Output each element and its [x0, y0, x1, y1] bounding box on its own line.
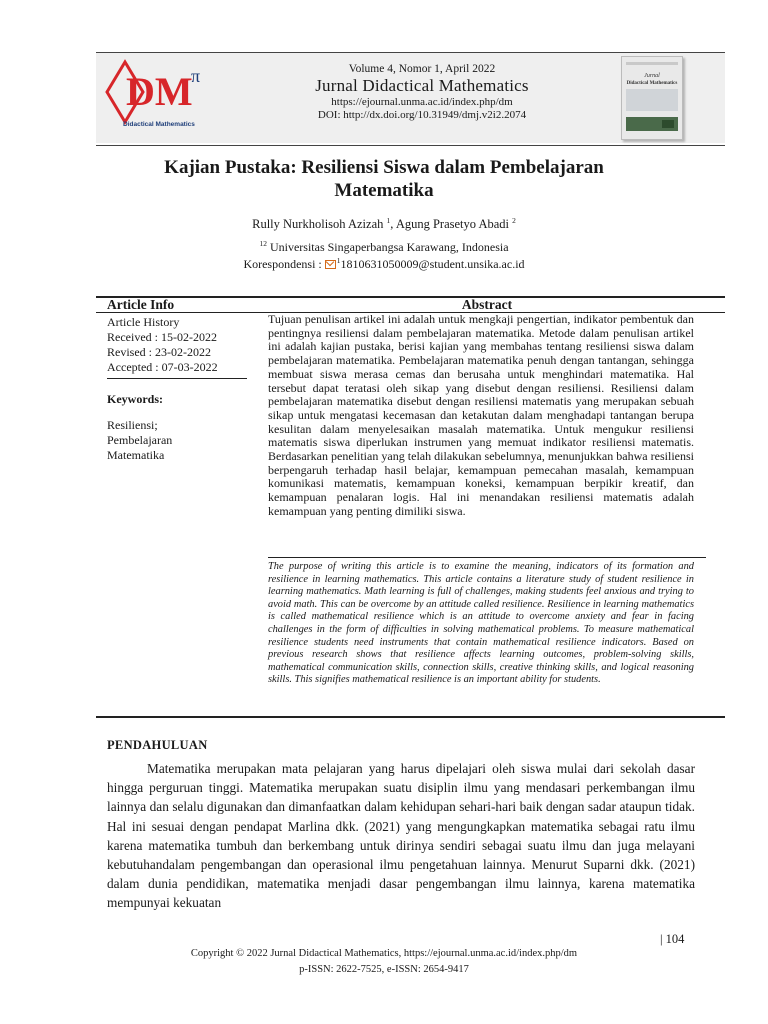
article-history [107, 315, 218, 375]
article-title: Kajian Pustaka: Resiliensi Siswa dalam Pembelajaran Matematika [164, 157, 604, 201]
journal-volume: Volume 4, Nomor 1, April 2022 [348, 63, 496, 75]
correspondence-label: Korespondensi : [243, 257, 325, 271]
correspondence-email[interactable]: 1810631050009@student.unsika.ac.id [340, 257, 525, 271]
logo-letter-d: DM [126, 69, 193, 114]
cover-title-line2: Didactical Mathematics [626, 81, 678, 86]
journal-url[interactable]: https://ejournal.unma.ac.id/index.php/dm [331, 96, 513, 108]
affiliation-text: Universitas Singaperbangsa Karawang, Indonesia [266, 240, 509, 254]
journal-meta [222, 62, 622, 122]
page-number: | 104 [660, 932, 685, 946]
mail-icon [325, 260, 336, 269]
author-separator: , [390, 217, 396, 232]
history-divider [107, 378, 247, 379]
author-2-sup: 2 [512, 216, 516, 225]
logo-caption: Didactical Mathematics [123, 121, 195, 128]
correspondence-sup: 1 [336, 256, 341, 265]
abstract-language-divider [268, 557, 706, 558]
journal-cover-art [622, 57, 682, 139]
affiliation-block [120, 237, 648, 271]
article-info-heading: Article Info [107, 297, 175, 312]
keyword-item: Resiliensi; [107, 418, 158, 432]
history-label: Article History [107, 315, 180, 329]
author-2: Agung Prasetyo Abadi [395, 217, 509, 232]
author-1-sup: 1 [386, 216, 391, 225]
table-bottom-rule [96, 716, 725, 718]
author-list [120, 216, 648, 232]
journal-title: Jurnal Didactical Mathematics [315, 76, 529, 95]
footer-issn: p-ISSN: 2622-7525, e-ISSN: 2654-9417 [299, 964, 469, 975]
journal-logo [103, 58, 213, 130]
keywords-heading: Keywords: [107, 392, 163, 406]
correspondence [120, 254, 648, 271]
journal-cover-image [621, 56, 683, 140]
body-paragraph: Matematika merupakan mata pelajaran yang harus dipelajari oleh siswa mulai dari sekolah dasar hingga perguruan tinggi. Matematika merupakan suatu disiplin ilmu yang mendasari perkembangan ilmu lainnya dan selalu digunakan dan dimanfaatkan dalam kehidupan sehari-hari baik dengan sadar ataupun tidak. Hal ini sesuai dengan pendapat Marlina dkk. (2021) yang mengungkapkan matematika sebagai ratu ilmu karena matematika tumbuh dan berkembang untuk dirinya sendiri sebagai suatu ilmu dan juga melayani kebutuhandalam pengembangan dan operasional ilmu pengetahuan lainnya. Menurut Suparni dkk. (2021) dalam dunia pendidikan, matematika menjadi dasar pengembangan ilmu lainnya, karena matematika mempunyai kekuatan [107, 761, 695, 911]
revised-date: Revised : 23-02-2022 [107, 345, 211, 359]
affiliation-sup: 12 [259, 239, 267, 248]
journal-doi[interactable]: DOI: http://dx.doi.org/10.31949/dmj.v2i2.2074 [317, 109, 527, 121]
logo-pi: π [191, 66, 201, 86]
author-1: Rully Nurkholisoh Azizah [252, 217, 384, 232]
abstract-heading: Abstract [461, 297, 513, 312]
footer-copyright: Copyright © 2022 Jurnal Didactical Mathematics, https://ejournal.unma.ac.id/index.php/dm [190, 948, 578, 959]
abstract-indonesian: Tujuan penulisan artikel ini adalah untuk mengkaji pengertian, indikator pembentuk dan pentingnya resiliensi dalam pembelajaran matematika. Metode dalam penulisan artikel ini adalah kajian pustaka, berisi kajian yang membahas tentang resiliensi siswa dalam pembelajaran matematika. Pembelajaran matematika penuh dengan tantangan, sehingga membuat siswa merasa cemas dan berusaha untuk menghindari matematika. Hal tersebut dapat teratasi oleh sikap yang disebut dengan resiliensi. Resiliensi dalam pembelajaran matematika disebut dengan resiliensi matematis yang merupakan sebuah sikap untuk mengatasi kecemasan dan ketakutan dalam menghadapi tantangan berupa kesulitan dalam menyelesaikan masalah matematika. Untuk mengukur resiliensi matematis siswa diperlukan instrumen yang memuat indikator resiliensi matematis. Berdasarkan penelitian yang telah dilakukan sebelumnya, menunjukkan bahwa resiliensi berpengaruh terhadap hasil belajar, kemampuan pemecahan masalah, kemampuan komunikasi matematis, kemampuan koneksi, kemampuan berpikir kreatif, dan kemampuan penalaran logis. Hal ini menandakan resiliensi matematis adalah kemampuan yang penting dimiliki siswa. [268, 312, 694, 518]
abstract-english: The purpose of writing this article is to examine the meaning, indicators of its formation and resilience in learning mathematics. This article contains a literature study of student resilience in learning mathematics. Math learning is full of challenges, making students feel anxious and trying to avoid math. This can be overcome by an attitude called resilience. Resilience in learning mathematics is called mathematical resilience which is an attitude to overcome anxiety and fear in facing challenges in the form of difficulties in solving mathematical problems. To measure mathematical resilience students need instruments that contain mathematical resilience indicators. Based on previous research shows that resilience affects learning outcomes, problem-solving skills, mathematical communication skills, connection skills, creative thinking skills, and logical reasoning skills. This signifies mathematical resilience is an important ability for students. [268, 561, 694, 686]
affiliation [120, 237, 648, 254]
accepted-date: Accepted : 07-03-2022 [107, 360, 218, 374]
keyword-item: Pembelajaran [107, 433, 173, 447]
cover-title-line1: Jurnal [644, 73, 660, 79]
section-heading: PENDAHULUAN [107, 738, 208, 752]
received-date: Received : 15-02-2022 [107, 330, 217, 344]
keyword-item: Matematika [107, 448, 165, 462]
keywords-list [107, 418, 172, 463]
